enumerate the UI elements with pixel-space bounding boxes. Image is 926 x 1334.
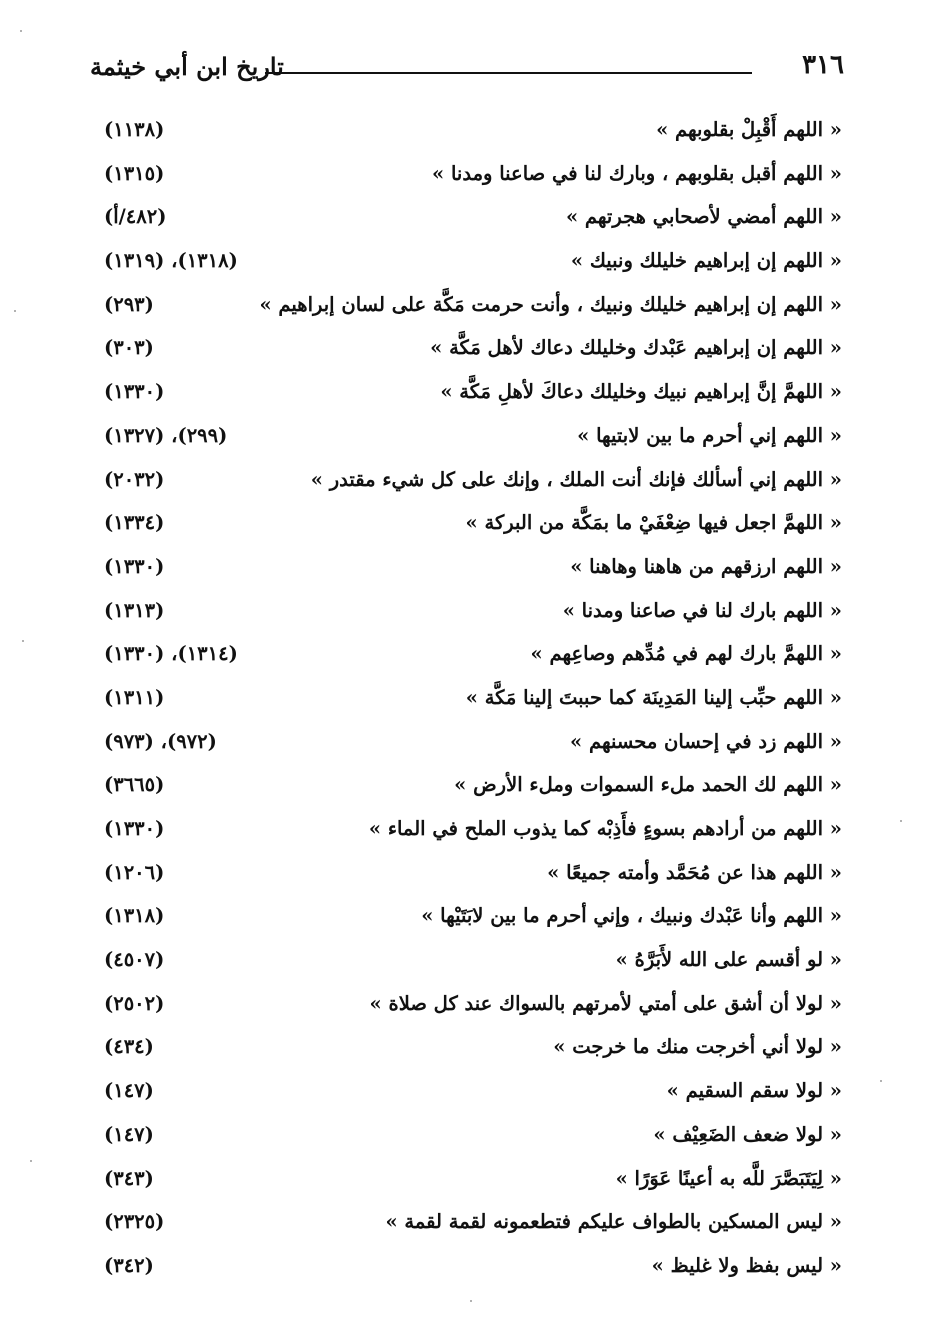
entry-reference: (١٣١٨)، (١٣١٩)	[104, 249, 238, 273]
entry-text: « لولا أن أشق على أمتي لأمرتهم بالسواك عند كل صلاة »	[369, 991, 842, 1015]
scan-speck	[470, 1300, 472, 1302]
index-entry	[104, 370, 842, 414]
entry-text: « لولا سقم السقيم »	[666, 1079, 842, 1103]
scan-speck	[30, 1160, 32, 1162]
entry-reference: (٩٧٢)، (٩٧٣)	[104, 729, 217, 753]
index-entry	[104, 1157, 842, 1201]
entry-text: « لو أقسم على الله لأَبَرَّهُ »	[615, 948, 842, 972]
index-entry	[104, 1200, 842, 1244]
index-entry	[104, 239, 842, 283]
index-entry	[104, 152, 842, 196]
entry-reference: (١٣٣٠)	[104, 554, 165, 578]
entry-text: « اللهم أقبل بقلوبهم ، وبارك لنا في صاعنا ومدنا »	[432, 161, 842, 185]
entry-text: « اللهم إن إبراهيم خليلك ونبيك »	[570, 249, 842, 273]
entry-reference: (١٣١٤)، (١٣٣٠)	[104, 642, 238, 666]
entry-reference: (٢٣٢٥)	[104, 1210, 165, 1234]
entry-reference: (١٣١٨)	[104, 904, 165, 928]
entry-reference: (٣٤٢)	[104, 1253, 154, 1277]
index-entry	[104, 1113, 842, 1157]
entry-reference: (٢٩٩)، (١٣٢٧)	[104, 423, 228, 447]
entry-text: « اللهمَّ اجعل فيها ضِعْفَيْ ما بمَكَّة من البركة »	[465, 511, 842, 535]
index-entry	[104, 632, 842, 676]
index-entry	[104, 458, 842, 502]
entry-reference: (٤٥٠٧)	[104, 948, 165, 972]
scan-speck	[20, 30, 22, 32]
entry-reference: (١٣١٥)	[104, 161, 165, 185]
entry-text: « اللهم إن إبراهيم خليلك ونبيك ، وأنت حرمت مَكَّة على لسان إبراهيم »	[259, 292, 842, 316]
index-entry	[104, 589, 842, 633]
index-entry	[104, 501, 842, 545]
entry-text: « اللهم من أرادهم بسوءٍ فأَذِبْه كما يذوب الملح في الماء »	[368, 817, 842, 840]
entry-text: « اللهم ارزقهم من هاهنا وهاهنا »	[570, 554, 842, 578]
entry-reference: (٢٠٣٢)	[104, 467, 165, 491]
index-entry	[104, 326, 842, 370]
header-rule	[265, 72, 752, 74]
index-entry	[104, 414, 842, 458]
entry-text: « اللهم بارك لنا في صاعنا ومدنا »	[562, 598, 842, 622]
entry-text: « اللهم إني أحرم ما بين لابتيها »	[577, 423, 842, 447]
index-entry	[104, 108, 842, 152]
entry-reference: (١٣٣٤)	[104, 511, 165, 535]
index-entry	[104, 938, 842, 982]
hadith-index-list	[104, 108, 842, 1288]
entry-reference: (٤٨٢/أ)	[104, 205, 167, 229]
entry-text: « اللهم أمضي لأصحابي هجرتهم »	[565, 205, 842, 229]
index-entry	[104, 1069, 842, 1113]
entry-text: « اللهم إني أسألك فإنك أنت الملك ، وإنك على كل شيء مقتدر »	[310, 467, 842, 491]
index-entry	[104, 676, 842, 720]
entry-reference: (٣٠٣)	[104, 336, 154, 360]
entry-text: « اللهمَّ إنَّ إبراهيم نبيك وخليلك دعاكَ لأهلِ مَكَّة »	[440, 380, 842, 404]
index-entry	[104, 545, 842, 589]
scan-speck	[14, 310, 16, 312]
scan-speck	[22, 640, 24, 642]
scan-speck	[900, 820, 902, 822]
entry-text: « ليس بفظ ولا غليظ »	[651, 1253, 842, 1277]
entry-reference: (١٤٧)	[104, 1122, 154, 1146]
scan-speck	[880, 1080, 882, 1082]
entry-text: « لِيَتَبَصَّرَ للَّه به أعينًا عَوَرًا »	[615, 1166, 842, 1190]
entry-reference: (٣٦٦٥)	[104, 773, 165, 797]
entry-reference: (١٤٧)	[104, 1079, 154, 1103]
index-entry	[104, 894, 842, 938]
entry-reference: (٣٤٣)	[104, 1166, 154, 1190]
entry-reference: (٤٣٤)	[104, 1035, 154, 1059]
entry-text: « اللهم حبِّب إلينا المَدِينَة كما حببتَ إلينا مَكَّة »	[465, 685, 842, 709]
index-entry	[104, 851, 842, 895]
entry-reference: (١٣٣٠)	[104, 380, 165, 404]
entry-reference: (١٣١٣)	[104, 598, 165, 622]
page-header	[90, 50, 844, 94]
entry-text: « اللهم أَقْبِلْ بقلوبهم »	[656, 118, 842, 141]
entry-reference: (١١٣٨)	[104, 118, 165, 141]
book-title: تاريخ ابن أبي خيثمة	[90, 52, 284, 81]
index-entry	[104, 1025, 842, 1069]
index-entry	[104, 720, 842, 764]
entry-reference: (٢٩٣)	[104, 292, 154, 316]
index-entry	[104, 807, 842, 851]
page-number: ٣١٦	[802, 50, 844, 80]
index-entry	[104, 1244, 842, 1288]
entry-text: « اللهم لك الحمد ملء السموات وملء الأرض »	[454, 773, 842, 797]
index-entry	[104, 195, 842, 239]
entry-text: « لولا أني أخرجت منك ما خرجت »	[553, 1035, 842, 1059]
entry-text: « اللهم زد في إحسان محسنهم »	[570, 729, 842, 753]
entry-text: « اللهمَّ بارك لهم في مُدِّهم وصاعِهم »	[530, 642, 842, 666]
index-entry	[104, 763, 842, 807]
entry-reference: (١٢٠٦)	[104, 860, 165, 884]
entry-text: « اللهم هذا عن مُحَمَّد وأمته جميعًا »	[547, 860, 842, 884]
entry-text: « اللهم وأنا عَبْدك ونبيك ، وإني أحرم ما بين لابَتَيْها »	[421, 904, 842, 928]
entry-reference: (١٣٣٠)	[104, 817, 165, 840]
entry-reference: (١٣١١)	[104, 685, 165, 709]
index-entry	[104, 283, 842, 327]
entry-text: « لولا ضعف الضَعِيْف »	[653, 1122, 842, 1146]
entry-reference: (٢٥٠٢)	[104, 991, 165, 1015]
entry-text: « اللهم إن إبراهيم عَبْدك وخليلك دعاك لأهل مَكَّة »	[430, 336, 842, 360]
index-entry	[104, 982, 842, 1026]
entry-text: « ليس المسكين بالطواف عليكم فتطعمونه لقمة لقمة »	[385, 1210, 842, 1234]
